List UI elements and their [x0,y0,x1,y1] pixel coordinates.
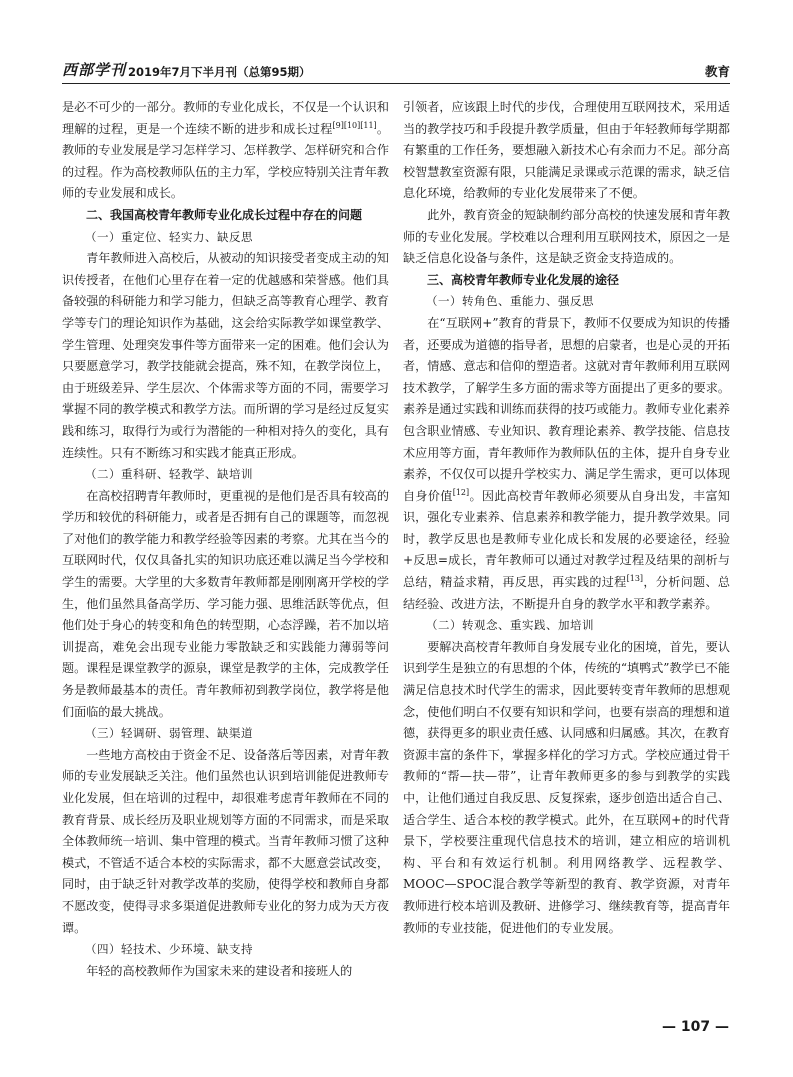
paragraph: 引领者，应该跟上时代的步伐，合理使用互联网技术，采用适当的教学技巧和手段提升教学质量，但由于年轻教师每学期都有繁重的工作任务，要想融入新技术心有余而力不足。部分高校智慧教室资源有限，只能满足录课或示范课的需求，缺乏信息化环境，给教师的专业化发展带来了不便。 [403,100,730,201]
running-header [62,60,730,84]
paragraph [403,313,730,615]
citation: [13] [626,574,644,584]
paragraph-text: 。因此高校青年教师必须要从自身出发，丰富知识，强化专业素养、信息素养和教学能力，提升教学效果。同时，教学反思也是教师专业化成长和发展的必要途径，经验+反思=成长，青年教师可以通过对教学过程及结果的剖析与总结，精益求精，再反思，再实践的过程 [403,488,730,590]
subsection-heading: （二）重科研、轻教学、缺培训 [85,467,253,482]
paragraph-text: 是必不可少的一部分。教师的专业化成长，不仅是一个认识和理解的过程，更是一个连续不断的进步和成长过程 [62,100,389,136]
citation: [9][10][11] [332,120,377,130]
journal-issue: 2019年7月下半月刊（总第95期） [128,65,311,79]
subsection-heading: （一）重定位、轻实力、缺反思 [85,229,253,244]
section-heading: 三、高校青年教师专业化发展的途径 [427,272,620,287]
subsection-heading: （一）转角色、重能力、强反思 [426,294,594,309]
subsection-heading: （四）轻技术、少环境、缺支持 [85,942,253,957]
section-label: 教育 [704,64,730,79]
left-column [62,97,389,982]
paragraph-text: 。教师的专业发展是学习怎样学习、怎样教学、怎样研究和合作的过程。作为高校教师队伍的主力军，学校应特别关注青年教师的专业发展和成长。 [62,121,389,201]
paragraph: 此外，教育资金的短缺制约部分高校的快速发展和青年教师的专业化发展。学校难以合理利用互联网技术，原因之一是缺乏信息化设备与条件，这是缺乏资金支持造成的。 [403,207,730,266]
section-heading: 二、我国高校青年教师专业化成长过程中存在的问题 [86,207,363,222]
paragraph: 在高校招聘青年教师时，更重视的是他们是否具有较高的学历和较优的科研能力，或者是否拥有自己的课题等，而忽视了对他们的教学能力和教学经验等因素的考察。尤其在当今的互联网时代，仅仅具备扎实的知识功底还难以满足当今学校和学生的需要。大学里的大多数青年教师都是刚刚离开学校的学生，他们虽然具备高学历、学习能力强、思维活跃等优点，但他们处于身心的转变和角色的转型期，心态浮躁，若不加以培训提高，难免会出现专业能力零散缺乏和实践能力薄弱等问题。课程是课堂教学的源泉，课堂是教学的主体，完成教学任务是教师最基本的责任。青年教师初到教学岗位，教学将是他们面临的最大挑战。 [62,488,389,719]
paragraph: 要解决高校青年教师自身发展专业化的困境，首先，要认识到学生是独立的有思想的个体，传统的“填鸭式”教学已不能满足信息技术时代学生的需求，因此要转变青年教师的思想观念，使他们明白不仅要有知识和学问，也要有崇高的理想和道德，获得更多的职业责任感、认同感和归属感。其次，在教育资源丰富的条件下，掌握多样化的学习方式。学校应通过骨干教师的“帮—扶—带”，让青年教师更多的参与到教学的实践中，让他们通过自我反思、反复探索，逐步创造出适合自己、适合学生、适合本校的教学模式。此外，在互联网+的时代背景下，学校要注重现代信息技术的培训，建立相应的培训机构、平台和有效运行机制。利用网络教学、远程教学、MOOC—SPOC混合教学等新型的教育、教学资源，对青年教师进行校本培训及教研、进修学习、继续教育等，提高青年教师的专业技能，促进他们的专业发展。 [403,639,730,935]
subsection-heading: （三）轻调研、弱管理、缺渠道 [85,726,253,741]
page-number: — 107 — [662,1019,729,1035]
journal-info [62,59,311,80]
paragraph: 一些地方高校由于资金不足、设备落后等因素，对青年教师的专业发展缺乏关注。他们虽然也认识到培训能促进教师专业化发展，但在培训的过程中，却很难考虑青年教师在不同的教育背景、成长经历及职业规划等方面的不同需求，而是采取全体教师统一培训、集中管理的模式。当青年教师习惯了这种模式，不管适不适合本校的实际需求，都不大愿意尝试改变，同时，由于缺乏针对教学改革的奖励，使得学校和教师自身都不愿改变，使得寻求多渠道促进教师专业化的努力成为天方夜谭。 [62,747,389,935]
paragraph: 青年教师进入高校后，从被动的知识接受者变成主动的知识传授者，在他们心里存在着一定的优越感和荣誉感。他们具备较强的科研能力和学习能力，但缺乏高等教育心理学、教育学等专门的理论知识作为基础，这会给实际教学如课堂教学、学生管理、处理突发事件等方面带来一定的困难。他们会认为只要愿意学习，教学技能就会提高，殊不知，在教学岗位上，由于班级差异、学生层次、个体需求等方面的不同，需要学习掌握不同的教学模式和教学方法。而所谓的学习是经过反复实践和练习，取得行为或行为潜能的一种相对持久的变化，具有连续性。只有不断练习和实践才能真正形成。 [62,251,389,460]
paragraph-text: 在“互联网+”教育的背景下，教师不仅要成为知识的传播者，还要成为道德的指导者，思想的启蒙者，也是心灵的开拓者，情感、意志和信仰的塑造者。这就对青年教师利用互联网技术教学，了解学生多方面的需求等方面提出了更多的要求。素养是通过实践和训练而获得的技巧或能力。教师专业化素养包含职业情感、专业知识、教育理论素养、教学技能、信息技术应用等方面，青年教师作为教师队伍的主体，提升自身专业素养，不仅仅可以提升学校实力、满足学生需求，更可以体现自身价值 [403,315,730,503]
paragraph: 年轻的高校教师作为国家未来的建设者和接班人的 [86,963,353,978]
paragraph [62,97,389,205]
subsection-heading: （二）转观念、重实践、加培训 [426,618,594,633]
paragraph-text: ，分析问题、总结经验、改进方法，不断提升自身的教学水平和教学素养。 [403,575,730,611]
right-column [403,97,730,939]
journal-name: 西部学刊 [62,61,127,79]
citation: [12] [452,487,470,497]
